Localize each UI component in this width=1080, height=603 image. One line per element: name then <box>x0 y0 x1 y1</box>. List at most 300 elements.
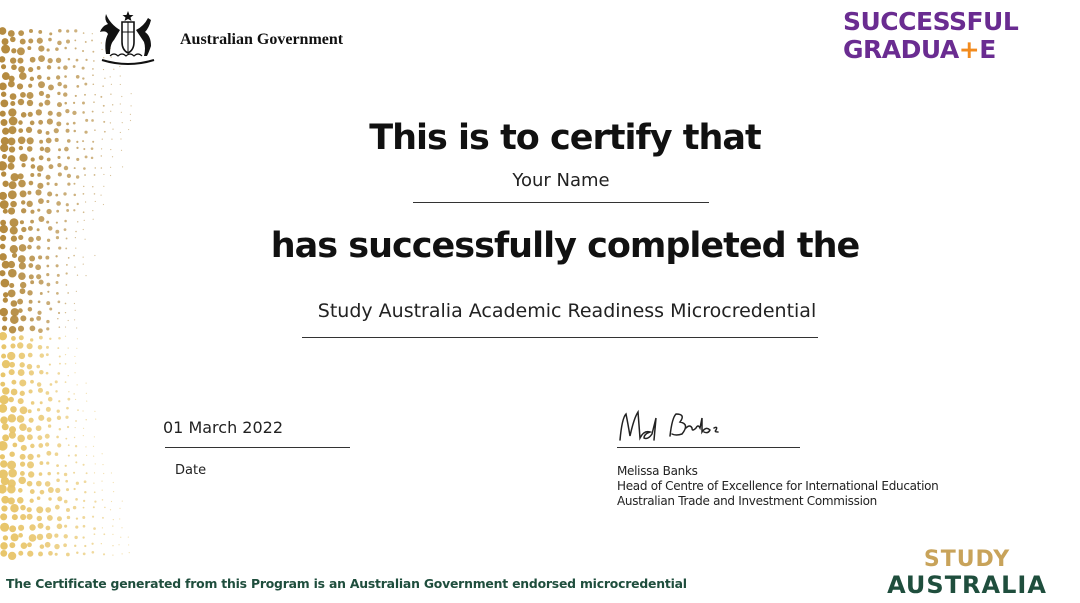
gold-dot <box>35 189 41 195</box>
gold-dot <box>49 308 52 311</box>
gold-dot <box>75 427 76 428</box>
date-label: Date <box>175 463 207 478</box>
gold-dot <box>83 186 84 187</box>
gold-dot <box>73 209 75 211</box>
gold-dot <box>11 300 18 307</box>
gold-dot <box>58 29 62 33</box>
gold-dot <box>11 336 16 341</box>
gold-dot <box>75 420 77 422</box>
gold-dot <box>76 85 79 88</box>
gold-dot <box>75 498 78 501</box>
gold-dot <box>83 167 86 170</box>
gold-dot <box>37 209 40 212</box>
gold-dot <box>100 96 102 98</box>
gold-dot <box>57 516 62 521</box>
gold-dot <box>29 181 34 186</box>
gold-dot <box>30 210 34 214</box>
recipient-name: Your Name <box>512 170 610 191</box>
gold-dot <box>56 281 59 284</box>
gold-dot <box>131 93 132 94</box>
gold-dot <box>29 370 34 375</box>
gold-dot <box>8 552 16 560</box>
gold-dot <box>67 174 71 178</box>
gold-dot <box>113 491 114 492</box>
gold-dot <box>102 527 103 528</box>
gold-dot <box>48 84 54 90</box>
gold-dot <box>18 99 24 105</box>
gold-dot <box>73 183 75 185</box>
gold-dot <box>1 45 10 54</box>
signature-underline <box>617 447 800 448</box>
gold-dot <box>68 375 69 376</box>
gold-dot <box>47 158 51 162</box>
gold-dot <box>49 338 51 340</box>
gold-dot <box>9 451 14 456</box>
gold-dot <box>20 391 25 396</box>
gold-dot <box>111 472 112 473</box>
gold-dot <box>66 488 69 491</box>
gold-dot <box>55 194 58 197</box>
gold-dot <box>8 108 16 116</box>
gold-dot <box>37 38 43 44</box>
gold-dot <box>37 534 43 540</box>
gold-dot <box>28 389 32 393</box>
gold-dot <box>110 167 111 168</box>
gold-dot <box>68 444 70 446</box>
gold-dot <box>10 343 15 348</box>
gold-dot <box>18 173 24 179</box>
successful-graduate-logo <box>843 8 1018 64</box>
gold-dot <box>93 506 95 508</box>
gold-dot <box>120 537 121 538</box>
gold-dot <box>20 39 26 45</box>
gold-dot <box>40 544 45 549</box>
gold-dot <box>56 479 60 483</box>
gold-dot <box>74 303 75 304</box>
gold-dot <box>9 283 14 288</box>
gold-dot <box>45 507 51 513</box>
gold-dot <box>66 553 70 557</box>
gold-dots-decoration <box>0 0 200 603</box>
gold-dot <box>27 191 31 195</box>
gold-dot <box>37 75 42 80</box>
gold-dot <box>46 283 50 287</box>
gold-dot <box>12 514 18 520</box>
signer-title: Head of Centre of Excellence for International Education <box>617 479 939 493</box>
gold-dot <box>66 40 70 44</box>
gold-dot <box>20 471 25 476</box>
gold-dot <box>37 382 41 386</box>
gold-dot <box>38 388 43 393</box>
gold-dot <box>46 391 50 395</box>
gold-dot <box>74 29 77 32</box>
gold-dot <box>18 398 24 404</box>
gold-dot <box>103 174 104 175</box>
gold-dot <box>72 111 76 115</box>
gold-dot <box>37 165 44 172</box>
gold-dot <box>48 111 53 116</box>
gold-dot <box>86 383 87 384</box>
gold-dot <box>121 527 122 528</box>
gold-dot <box>39 102 43 106</box>
government-branding <box>82 8 343 72</box>
gold-dot <box>0 416 8 424</box>
gold-dot <box>75 399 76 400</box>
gold-dot <box>82 111 85 114</box>
gold-dot <box>63 543 67 547</box>
gold-dot <box>47 65 51 69</box>
gold-dot <box>38 328 43 333</box>
gold-dot <box>30 499 34 503</box>
gold-dot <box>76 75 80 79</box>
gold-dot <box>21 112 27 118</box>
gold-dot <box>36 109 42 115</box>
gold-dot <box>119 508 120 509</box>
gold-dot <box>49 164 54 169</box>
gold-dot <box>49 32 52 35</box>
gold-dot <box>0 460 7 467</box>
coat-of-arms-icon <box>82 8 174 72</box>
gold-dot <box>58 337 61 340</box>
gold-dot <box>104 507 106 509</box>
gold-dot <box>30 489 35 494</box>
gold-dot <box>46 175 51 180</box>
gold-dot <box>0 111 6 117</box>
gold-dot <box>38 55 45 62</box>
gold-dot <box>39 461 43 465</box>
gold-dot <box>19 362 24 367</box>
gold-dot <box>101 481 102 482</box>
gold-dot <box>8 497 15 504</box>
gold-dot <box>54 183 57 186</box>
gold-dot <box>76 59 79 62</box>
gold-dot <box>8 207 15 214</box>
gold-dot <box>47 48 50 51</box>
gold-dot <box>65 381 67 383</box>
gold-dot <box>128 536 129 537</box>
gold-dot <box>28 307 32 311</box>
gold-dot <box>104 78 105 79</box>
gold-dot <box>103 186 104 187</box>
gold-dot <box>57 163 61 167</box>
gold-dot <box>66 203 69 206</box>
gold-dot <box>40 292 43 295</box>
gold-dot <box>30 317 34 321</box>
gold-dot <box>58 312 60 314</box>
gold-dot <box>10 101 15 106</box>
gold-dot <box>27 507 32 512</box>
gold-dot <box>18 533 23 538</box>
gold-dot <box>76 517 78 519</box>
gold-dot <box>57 102 62 107</box>
gold-dot <box>83 211 85 213</box>
gold-dot <box>50 383 53 386</box>
gold-dot <box>39 472 43 476</box>
gold-dot <box>38 45 44 51</box>
gold-dot <box>0 441 8 451</box>
gold-dot <box>20 190 27 197</box>
gold-dot <box>3 209 8 214</box>
gold-dot <box>59 326 61 328</box>
gold-dot <box>64 75 67 78</box>
gold-dot <box>102 517 104 519</box>
gold-dot <box>20 454 26 460</box>
gold-dot <box>40 353 44 357</box>
gold-dot <box>82 410 83 411</box>
gold-dot <box>76 291 77 292</box>
gold-dot <box>55 505 60 510</box>
gold-dot <box>11 308 19 316</box>
gold-dot <box>28 38 33 43</box>
gold-dot <box>65 303 67 305</box>
gold-dot <box>21 445 27 451</box>
gold-dot <box>77 409 79 411</box>
gold-dot <box>65 480 68 483</box>
gold-dot <box>8 397 13 402</box>
gold-dot <box>92 186 93 187</box>
gold-dot <box>66 30 69 33</box>
gold-dot <box>73 393 75 395</box>
gold-dot <box>46 200 49 203</box>
gold-dot <box>36 506 43 513</box>
gold-dot <box>65 465 67 467</box>
gold-dot <box>120 103 121 104</box>
gold-dot <box>48 497 51 500</box>
gold-dot <box>84 94 86 96</box>
gold-dot <box>82 77 84 79</box>
gold-dot <box>54 544 59 549</box>
gold-dot <box>118 544 119 545</box>
gold-dot <box>83 193 85 195</box>
gold-dot <box>94 533 96 535</box>
gold-dot <box>83 507 85 509</box>
gold-dot <box>27 514 33 520</box>
gold-dot <box>7 461 16 470</box>
gold-dot <box>112 554 113 555</box>
gold-dot <box>27 343 33 349</box>
gold-dot <box>55 488 60 493</box>
gold-dot <box>18 308 23 313</box>
gold-dot <box>39 336 43 340</box>
gold-dot <box>84 480 87 483</box>
gold-dot <box>65 326 66 327</box>
gold-dot <box>65 354 66 355</box>
gold-dot <box>57 409 60 412</box>
gold-dot <box>56 292 59 295</box>
gold-dot <box>46 301 50 305</box>
gold-dot <box>120 84 121 85</box>
gold-dot <box>38 523 44 529</box>
gold-dot <box>103 105 105 107</box>
gold-dot <box>64 534 68 538</box>
gold-dot <box>65 416 68 419</box>
gold-dot <box>94 193 96 195</box>
gold-dot <box>55 553 58 556</box>
gold-dot <box>65 109 69 113</box>
gold-dot <box>66 284 68 286</box>
gold-dot <box>8 414 16 422</box>
gold-dot <box>27 290 32 295</box>
gold-dot <box>46 533 52 539</box>
gold-dot <box>1 92 6 97</box>
gold-dot <box>58 300 61 303</box>
gold-dot <box>83 552 86 555</box>
gold-dot <box>30 57 36 63</box>
gold-dot <box>2 181 8 187</box>
gold-dot <box>73 65 76 68</box>
gold-dot <box>11 533 19 541</box>
gold-dot <box>85 419 86 420</box>
gold-dot <box>59 355 61 357</box>
gold-dot <box>91 543 93 545</box>
gold-dot <box>110 509 111 510</box>
gold-dot <box>29 418 34 423</box>
gold-dot <box>17 435 25 443</box>
gold-dot <box>63 92 67 96</box>
gold-dot <box>47 472 51 476</box>
gold-dot <box>83 435 84 436</box>
gold-dot <box>18 326 24 332</box>
gold-dot <box>121 96 122 97</box>
gold-dot <box>38 81 45 88</box>
gold-dot <box>57 274 60 277</box>
gold-dot <box>9 369 15 375</box>
gold-dot <box>58 172 62 176</box>
gold-dot <box>48 551 53 556</box>
gold-dot <box>58 400 60 402</box>
gold-dot <box>36 425 42 431</box>
gold-dot <box>0 200 9 209</box>
gold-dot <box>110 76 111 77</box>
gold-dot <box>47 515 53 521</box>
government-name: Australian Government <box>180 31 344 48</box>
gold-dot <box>100 194 101 195</box>
gold-dot <box>44 100 50 106</box>
brand-line-1: STUDY <box>923 547 1011 572</box>
gold-dot <box>2 316 7 321</box>
gold-dot <box>103 473 104 474</box>
gold-dot <box>11 389 18 396</box>
gold-dot <box>27 454 33 460</box>
gold-dot <box>94 411 95 412</box>
footer-note: The Certificate generated from this Program is an Australian Government endorsed microcredential <box>6 576 687 591</box>
gold-dot <box>36 481 42 487</box>
gold-dot <box>92 516 94 518</box>
gold-dot <box>64 102 67 105</box>
gold-dot <box>27 46 31 50</box>
gold-dot <box>83 428 84 429</box>
gold-dot <box>7 352 15 360</box>
gold-dot <box>0 404 7 413</box>
gold-dot <box>56 58 61 63</box>
gold-dot <box>48 487 54 493</box>
gold-dot <box>11 380 16 385</box>
gold-dot <box>75 95 77 97</box>
gold-dot <box>93 483 94 484</box>
gold-dot <box>47 77 51 81</box>
gold-dot <box>56 436 59 439</box>
gold-dot <box>64 220 67 223</box>
gold-dot <box>17 342 23 348</box>
gold-dot <box>0 542 8 550</box>
gold-dot <box>64 47 67 50</box>
gold-dot <box>9 542 15 548</box>
gold-dot <box>36 365 40 369</box>
gold-dot <box>110 111 111 112</box>
certify-heading: This is to certify that <box>369 118 761 158</box>
gold-dot <box>11 48 16 53</box>
gold-dot <box>46 407 51 412</box>
gold-dot <box>102 453 103 454</box>
gold-dot <box>38 198 44 204</box>
gold-dot <box>82 102 85 105</box>
gold-dot <box>29 29 33 33</box>
gold-dot <box>2 387 9 394</box>
gold-dot <box>27 551 33 557</box>
gold-dot <box>102 490 103 491</box>
gold-dot <box>20 406 28 414</box>
gold-dot <box>20 92 26 98</box>
gold-dot <box>65 312 66 313</box>
gold-dot <box>48 424 51 427</box>
gold-dot <box>9 432 16 439</box>
gold-dot <box>9 181 17 189</box>
gold-dot <box>94 500 96 502</box>
gold-dot <box>1 505 7 511</box>
gold-dot <box>113 519 114 520</box>
gold-dot <box>83 525 86 528</box>
gold-dot <box>2 434 9 441</box>
gold-dot <box>0 220 6 226</box>
gold-dot <box>59 428 61 430</box>
gold-dot <box>57 472 60 475</box>
gold-dot <box>18 180 26 188</box>
gold-dot <box>55 380 58 383</box>
gold-dot <box>57 82 61 86</box>
gold-dot <box>76 327 77 328</box>
gold-dot <box>21 542 28 549</box>
gold-dot <box>38 443 43 448</box>
gold-dot <box>39 370 43 374</box>
gold-dot <box>37 408 40 411</box>
gold-dot <box>8 81 15 88</box>
gold-dot <box>0 27 6 35</box>
gold-dot <box>102 85 104 87</box>
gold-dot <box>76 482 79 485</box>
gold-dot <box>27 481 33 487</box>
gold-dot <box>1 372 6 377</box>
gold-dot <box>47 182 50 185</box>
gold-dot <box>64 525 67 528</box>
gold-dot <box>3 297 8 302</box>
gold-dot <box>28 112 33 117</box>
gold-dot <box>30 380 34 384</box>
gold-dot <box>76 175 79 178</box>
gold-dot <box>101 167 103 169</box>
gold-dot <box>0 82 7 90</box>
gold-dot <box>73 506 76 509</box>
gold-dot <box>84 491 86 493</box>
gold-dot <box>20 282 26 288</box>
gold-dot <box>103 204 104 205</box>
gold-dot <box>84 174 86 176</box>
study-australia-logo <box>862 548 1072 598</box>
gold-dot <box>27 434 33 440</box>
gold-dot <box>29 300 33 304</box>
gold-dot <box>57 523 63 529</box>
gold-dot <box>18 272 26 280</box>
gold-dot <box>94 174 96 176</box>
